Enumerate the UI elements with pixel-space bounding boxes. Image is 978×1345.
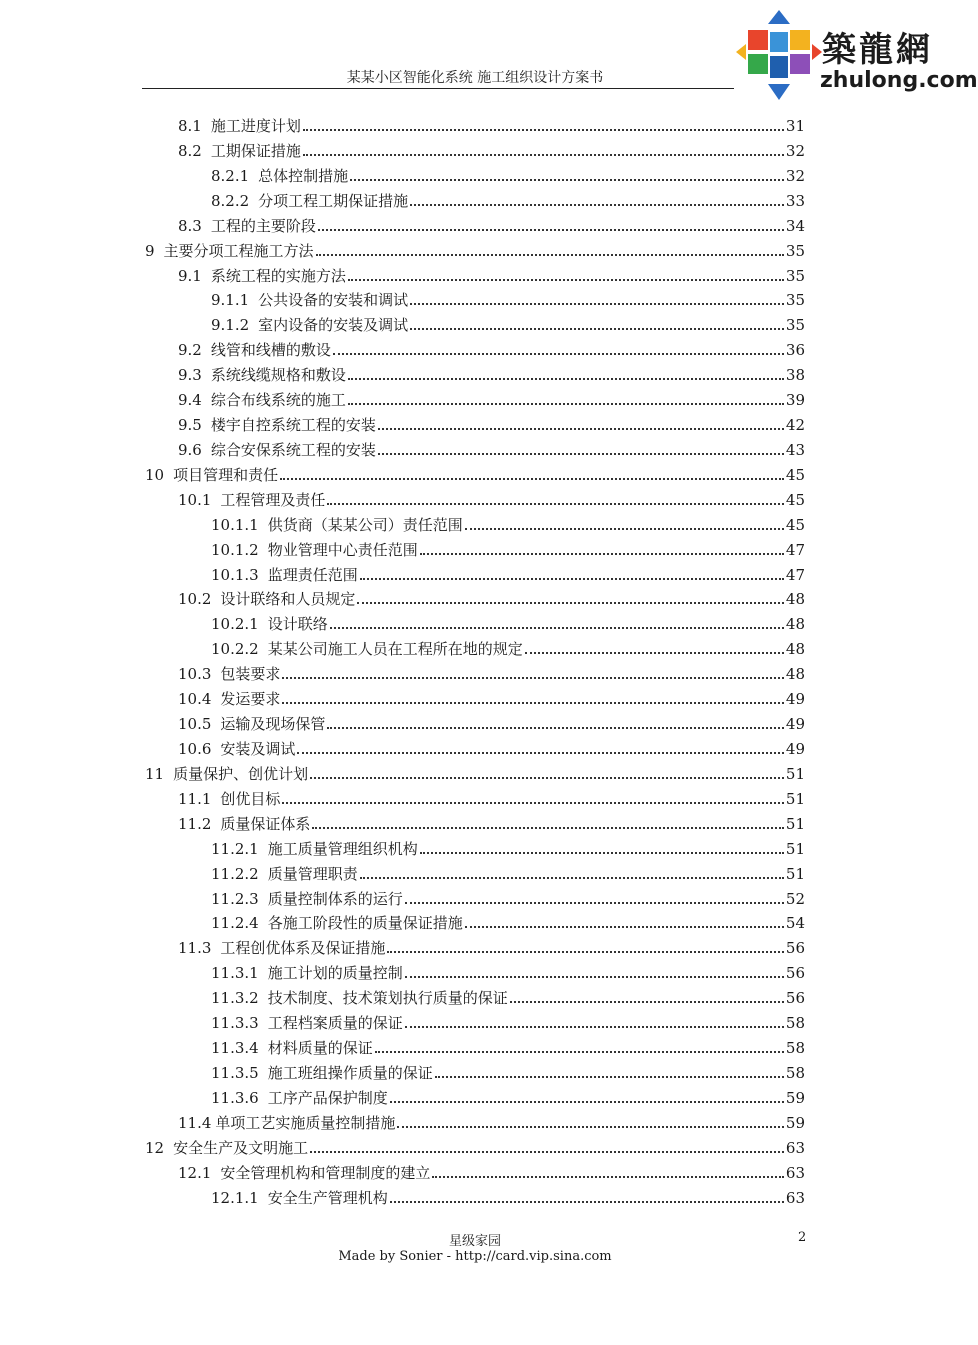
toc-entry-title: 工期保证措施 — [210, 141, 301, 160]
toc-entry[interactable] — [211, 189, 805, 211]
toc-entry[interactable] — [211, 612, 805, 634]
toc-entry-number: 8.2.2 — [211, 191, 250, 210]
toc-entry-title: 技术制度、技术策划执行质量的保证 — [267, 989, 508, 1008]
toc-entry-page: 33 — [785, 191, 805, 210]
toc-entry-title: 总体控制措施 — [258, 166, 349, 185]
toc-entry-title: 安全管理机构和管理制度的建立 — [220, 1163, 431, 1182]
toc-entry-title: 工程管理及责任 — [220, 490, 326, 509]
toc-entry-page: 45 — [785, 465, 805, 484]
toc-entry-page: 35 — [785, 316, 805, 335]
toc-dot-leader — [348, 279, 784, 281]
toc-entry-title: 综合布线系统的施工 — [210, 391, 346, 410]
toc-dot-leader — [397, 1126, 783, 1128]
toc-entry[interactable] — [178, 413, 805, 435]
toc-entry-page: 56 — [785, 989, 805, 1008]
toc-entry[interactable] — [178, 363, 805, 385]
toc-entry-number: 10.2 — [178, 590, 212, 609]
toc-dot-leader — [525, 652, 784, 654]
toc-entry-title: 公共设备的安装和调试 — [258, 291, 409, 310]
toc-entry[interactable] — [178, 587, 805, 609]
toc-entry[interactable] — [178, 737, 805, 759]
toc-entry-number: 10.2.2 — [211, 640, 259, 659]
toc-entry-title: 质量保证体系 — [220, 814, 311, 833]
toc-entry-number: 11.2 — [178, 814, 212, 833]
toc-entry[interactable] — [178, 438, 805, 460]
toc-entry-number: 9 — [145, 241, 155, 260]
toc-entry-title: 工程创优体系及保证措施 — [220, 939, 386, 958]
toc-dot-leader — [420, 553, 784, 555]
toc-entry-title: 设计联络和人员规定 — [220, 590, 356, 609]
toc-entry-title: 运输及现场保管 — [220, 715, 326, 734]
toc-entry-number: 10.2.1 — [211, 615, 259, 634]
toc-dot-leader — [432, 1176, 783, 1178]
toc-entry-number: 8.1 — [178, 117, 202, 135]
toc-dot-leader — [330, 627, 784, 629]
toc-dot-leader — [282, 802, 783, 804]
toc-entry-number: 10.5 — [178, 715, 212, 734]
toc-entry[interactable] — [178, 687, 805, 709]
toc-entry-title: 工程档案质量的保证 — [267, 1014, 403, 1033]
toc-entry-page: 59 — [785, 1088, 805, 1107]
toc-entry[interactable] — [178, 812, 805, 834]
toc-entry[interactable] — [178, 1111, 805, 1133]
toc-entry-title: 项目管理和责任 — [173, 465, 279, 484]
toc-entry[interactable] — [211, 164, 805, 186]
toc-entry[interactable] — [178, 1161, 805, 1183]
toc-entry-number: 9.4 — [178, 391, 202, 410]
toc-entry-title: 室内设备的安装及调试 — [258, 316, 409, 335]
toc-entry-title: 安全生产及文明施工 — [173, 1138, 309, 1157]
toc-dot-leader — [280, 478, 784, 480]
footer-made-by: Made by Sonier - http://card.vip.sina.com — [338, 1249, 612, 1264]
toc-entry-number: 9.6 — [178, 440, 202, 459]
toc-entry-page: 32 — [785, 166, 805, 185]
toc-entry-title: 综合安保系统工程的安装 — [210, 440, 376, 459]
toc-entry-page: 36 — [785, 341, 805, 360]
toc-entry-number: 12.1 — [178, 1163, 212, 1182]
toc-dot-leader — [312, 827, 783, 829]
toc-entry-page: 63 — [785, 1188, 805, 1207]
toc-entry-page: 45 — [785, 515, 805, 534]
toc-dot-leader — [327, 727, 783, 729]
toc-entry-title: 质量控制体系的运行 — [267, 889, 403, 908]
toc-dot-leader — [405, 1026, 784, 1028]
toc-entry-number: 10.1.2 — [211, 540, 259, 559]
toc-dot-leader — [310, 777, 784, 779]
toc-dot-leader — [420, 852, 784, 854]
toc-entry-page: 35 — [785, 266, 805, 285]
toc-entry-page: 32 — [785, 141, 805, 160]
toc-entry-number: 10.1.1 — [211, 515, 259, 534]
toc-entry-page: 54 — [785, 914, 805, 933]
toc-entry[interactable] — [211, 513, 805, 535]
toc-dot-leader — [282, 702, 783, 704]
toc-entry-page: 52 — [785, 889, 805, 908]
footer-site-name: 星级家园 — [448, 1234, 501, 1249]
toc-entry-title: 楼宇自控系统工程的安装 — [210, 416, 376, 435]
toc-entry-number: 11.3 — [178, 939, 212, 958]
toc-entry-page: 51 — [785, 864, 805, 883]
toc-entry-number: 10 — [145, 465, 165, 484]
toc-entry-page: 58 — [785, 1014, 805, 1033]
page-number: 2 — [798, 1230, 807, 1245]
toc-dot-leader — [360, 578, 784, 580]
toc-entry-page: 58 — [785, 1063, 805, 1082]
toc-dot-leader — [465, 926, 784, 928]
toc-entry-number: 10.1.3 — [211, 565, 259, 584]
toc-entry-number: 11.4 — [178, 1113, 212, 1132]
toc-dot-leader — [316, 254, 784, 256]
toc-entry-page: 58 — [785, 1039, 805, 1058]
zhulong-logo — [734, 8, 978, 104]
toc-entry-number: 12 — [145, 1138, 165, 1157]
toc-entry[interactable] — [211, 1086, 805, 1108]
toc-dot-leader — [378, 428, 784, 430]
toc-entry-page: 49 — [785, 740, 805, 758]
toc-entry-title: 设计联络 — [267, 615, 328, 634]
toc-entry-title: 包装要求 — [220, 665, 281, 684]
toc-entry-page: 45 — [785, 490, 805, 509]
toc-entry[interactable] — [211, 911, 805, 933]
toc-dot-leader — [390, 1101, 784, 1103]
toc-entry-title: 主要分项工程施工方法 — [163, 241, 314, 260]
toc-dot-leader — [303, 129, 784, 131]
toc-entry-title: 安全生产管理机构 — [267, 1188, 388, 1207]
toc-entry[interactable] — [211, 313, 805, 335]
toc-entry-page: 51 — [785, 764, 805, 783]
toc-dot-leader — [410, 204, 784, 206]
toc-entry-number: 11.3.1 — [211, 964, 259, 983]
toc-entry-number: 11.3.6 — [211, 1088, 259, 1107]
toc-entry[interactable] — [178, 338, 805, 360]
toc-entry-title: 供货商（某某公司）责任范围 — [267, 515, 463, 534]
toc-entry-title: 安装及调试 — [220, 740, 296, 758]
toc-entry-page: 63 — [785, 1138, 805, 1157]
toc-dot-leader — [435, 1076, 784, 1078]
toc-entry[interactable] — [178, 114, 805, 136]
toc-dot-leader — [357, 602, 783, 604]
toc-entry-title: 发运要求 — [220, 690, 281, 709]
toc-entry-number: 11.2.1 — [211, 839, 259, 858]
toc-entry[interactable] — [178, 139, 805, 161]
toc-entry-title: 单项工艺实施质量控制措施 — [215, 1113, 396, 1132]
toc-entry-title: 监理责任范围 — [267, 565, 358, 584]
toc-entry-number: 8.2.1 — [211, 166, 250, 185]
toc-entry-page: 47 — [785, 540, 805, 559]
toc-entry-number: 11.3.4 — [211, 1039, 259, 1058]
toc-entry-number: 11 — [145, 764, 165, 783]
toc-entry-number: 9.1.1 — [211, 291, 250, 310]
toc-dot-leader — [348, 378, 784, 380]
toc-dot-leader — [318, 229, 784, 231]
toc-entry-page: 51 — [785, 814, 805, 833]
toc-entry[interactable] — [211, 837, 805, 859]
toc-dot-leader — [350, 179, 784, 181]
toc-entry-title: 质量保护、创优计划 — [173, 764, 309, 783]
toc-dot-leader — [410, 303, 784, 305]
logo-mark-icon — [734, 8, 824, 104]
toc-dot-leader — [333, 353, 784, 355]
toc-entry[interactable] — [178, 936, 805, 958]
header-rule — [142, 88, 734, 89]
toc-entry-title: 施工班组操作质量的保证 — [267, 1063, 433, 1082]
toc-entry-number: 9.5 — [178, 416, 202, 435]
toc-entry[interactable] — [211, 288, 805, 310]
toc-entry[interactable] — [211, 1061, 805, 1083]
toc-dot-leader — [375, 1051, 784, 1053]
toc-entry-page: 48 — [785, 615, 805, 634]
toc-entry-number: 11.1 — [178, 789, 212, 808]
toc-entry[interactable] — [145, 463, 805, 485]
logo-brand-text: 築龍網 — [822, 30, 933, 70]
toc-dot-leader — [510, 1001, 784, 1003]
toc-entry-number: 9.2 — [178, 341, 202, 360]
toc-entry-number: 11.2.3 — [211, 889, 259, 908]
toc-entry-title: 各施工阶段性的质量保证措施 — [267, 914, 463, 933]
toc-dot-leader — [378, 453, 784, 455]
toc-dot-leader — [282, 677, 783, 679]
toc-entry-page: 47 — [785, 565, 805, 584]
toc-entry-page: 42 — [785, 416, 805, 435]
toc-entry-page: 56 — [785, 964, 805, 983]
toc-entry-page: 48 — [785, 640, 805, 659]
toc-entry-number: 11.3.3 — [211, 1014, 259, 1033]
toc-entry[interactable] — [178, 488, 805, 510]
toc-entry-page: 49 — [785, 715, 805, 734]
toc-entry-page: 48 — [785, 590, 805, 609]
toc-entry-page: 49 — [785, 690, 805, 709]
toc-entry-number: 8.3 — [178, 216, 202, 235]
toc-entry-title: 分项工程工期保证措施 — [258, 191, 409, 210]
toc-entry[interactable] — [211, 538, 805, 560]
toc-entry[interactable] — [178, 662, 805, 684]
toc-entry-page: 39 — [785, 391, 805, 410]
toc-entry-page: 51 — [785, 789, 805, 808]
toc-entry-number: 10.3 — [178, 665, 212, 684]
toc-entry-page: 38 — [785, 366, 805, 385]
toc-entry[interactable] — [211, 1186, 805, 1208]
toc-entry-number: 9.1 — [178, 266, 202, 285]
toc-entry-title: 工序产品保护制度 — [267, 1088, 388, 1107]
toc-entry[interactable] — [211, 986, 805, 1008]
toc-entry-page: 56 — [785, 939, 805, 958]
toc-entry-page: 43 — [785, 440, 805, 459]
toc-entry-title: 工程的主要阶段 — [210, 216, 316, 235]
toc-entry-page: 34 — [785, 216, 805, 235]
toc-entry[interactable] — [178, 388, 805, 410]
toc-dot-leader — [405, 902, 784, 904]
toc-entry[interactable] — [211, 961, 805, 983]
toc-entry-page: 48 — [785, 665, 805, 684]
toc-entry[interactable] — [178, 264, 805, 286]
toc-entry-page: 31 — [785, 117, 805, 135]
toc-entry[interactable] — [145, 239, 805, 261]
toc-dot-leader — [303, 154, 784, 156]
toc-entry-title: 系统工程的实施方法 — [210, 266, 346, 285]
toc-entry[interactable] — [178, 712, 805, 734]
toc-entry[interactable] — [211, 637, 805, 659]
toc-entry[interactable] — [211, 563, 805, 585]
toc-entry-title: 施工质量管理组织机构 — [267, 839, 418, 858]
toc-entry[interactable] — [211, 1036, 805, 1058]
toc-entry-number: 10.6 — [178, 740, 212, 758]
toc-entry-title: 线管和线槽的敷设 — [210, 341, 331, 360]
toc-entry-title: 施工计划的质量控制 — [267, 964, 403, 983]
toc-entry-number: 10.4 — [178, 690, 212, 709]
toc-entry-number: 11.3.2 — [211, 989, 259, 1008]
toc-dot-leader — [297, 752, 783, 754]
toc-entry[interactable] — [178, 214, 805, 236]
toc-entry-title: 物业管理中心责任范围 — [267, 540, 418, 559]
toc-entry-number: 12.1.1 — [211, 1188, 259, 1207]
toc-entry-title: 创优目标 — [220, 789, 281, 808]
toc-entry-page: 63 — [785, 1163, 805, 1182]
toc-entry-number: 11.3.5 — [211, 1063, 259, 1082]
toc-entry-number: 11.2.2 — [211, 864, 259, 883]
toc-dot-leader — [390, 1201, 784, 1203]
toc-entry-page: 51 — [785, 839, 805, 858]
toc-dot-leader — [387, 951, 783, 953]
toc-entry-number: 11.2.4 — [211, 914, 259, 933]
toc-entry[interactable] — [145, 1136, 805, 1158]
toc-dot-leader — [405, 976, 784, 978]
toc-dot-leader — [465, 528, 784, 530]
toc-entry-title: 系统线缆规格和敷设 — [210, 366, 346, 385]
logo-domain-text: zhulong.com — [820, 68, 978, 93]
toc-entry-page: 35 — [785, 291, 805, 310]
page-header-title: 某某小区智能化系统 施工组织设计方案书 — [346, 70, 604, 86]
toc-entry-title: 某某公司施工人员在工程所在地的规定 — [267, 640, 523, 659]
toc-entry[interactable] — [178, 787, 805, 809]
toc-entry[interactable] — [145, 762, 805, 784]
toc-dot-leader — [410, 328, 784, 330]
toc-entry-number: 8.2 — [178, 141, 202, 160]
toc-entry[interactable] — [211, 862, 805, 884]
toc-entry-title: 质量管理职责 — [267, 864, 358, 883]
toc-entry[interactable] — [211, 1011, 805, 1033]
toc-entry-title: 施工进度计划 — [210, 117, 301, 135]
toc-entry-number: 9.1.2 — [211, 316, 250, 335]
toc-dot-leader — [360, 877, 784, 879]
toc-entry-number: 9.3 — [178, 366, 202, 385]
toc-dot-leader — [348, 403, 784, 405]
toc-dot-leader — [327, 503, 783, 505]
toc-entry[interactable] — [211, 887, 805, 909]
toc-entry-page: 59 — [785, 1113, 805, 1132]
toc-dot-leader — [310, 1151, 784, 1153]
toc-entry-page: 35 — [785, 241, 805, 260]
toc-entry-number: 10.1 — [178, 490, 212, 509]
toc-entry-title: 材料质量的保证 — [267, 1039, 373, 1058]
